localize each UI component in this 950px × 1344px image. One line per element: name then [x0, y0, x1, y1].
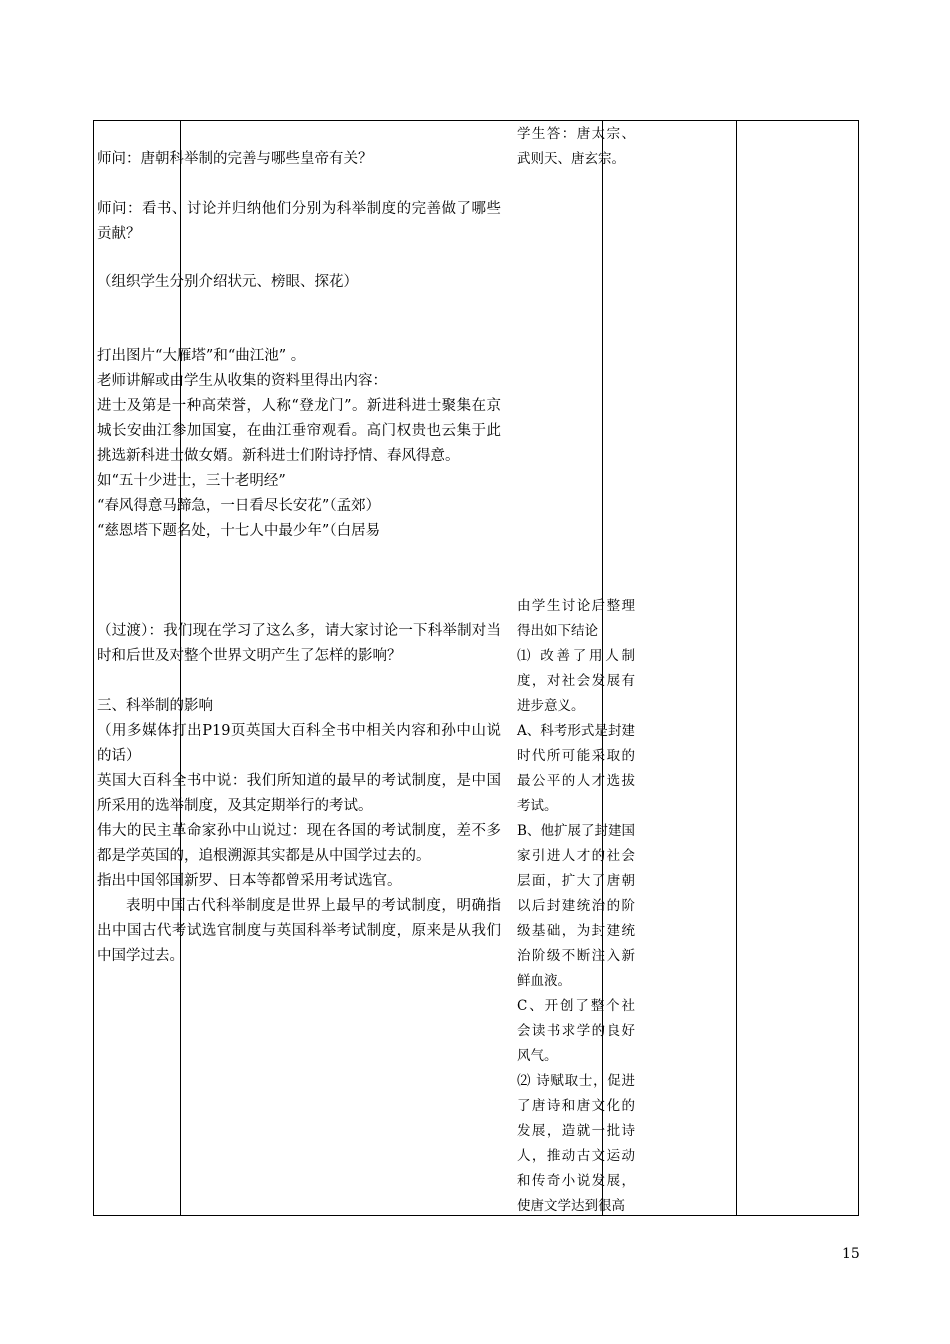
teaching-paragraph: （用多媒体打出P19页英国大百科全书中相关内容和孙中山说的话） [97, 723, 501, 764]
teaching-paragraph: 伟大的民主革命家孙中山说过：现在各国的考试制度，差不多都是学英国的，追根溯源其实都是从中国学过去的。 [97, 823, 501, 864]
student-block [517, 122, 635, 172]
teaching-paragraph: 打出图片“大雁塔”和“曲江池” 。 [97, 348, 306, 364]
teaching-paragraph: 英国大百科全书中说：我们所知道的最早的考试制度，是中国所采用的选举制度，及其定期举行的考试。 [97, 773, 501, 814]
teaching-paragraph: 表明中国古代科举制度是世界上最早的考试制度，明确指出中国古代考试选官制度与英国科举考试制度，原来是从我们中国学过去。 [97, 898, 501, 964]
teaching-paragraph: 如“五十少进士，三十老明经” [97, 473, 286, 489]
student-paragraph: 由学生讨论后整理得出如下结论 [517, 598, 635, 639]
teaching-paragraph: 三、科举制的影响 [97, 698, 213, 714]
teaching-block [97, 197, 501, 247]
teaching-paragraph: （过渡）：我们现在学习了这么多，请大家讨论一下科举制对当时和后世及对整个世界文明产生了怎样的影响？ [97, 623, 501, 664]
student-paragraph: C、开创了整个社会读书求学的良好风气。 [517, 998, 635, 1064]
student-paragraph: 学生答：唐太宗、武则天、唐玄宗。 [517, 126, 635, 167]
teaching-paragraph: 师问：唐朝科举制的完善与哪些皇帝有关？ [97, 151, 373, 167]
teaching-block [97, 344, 501, 544]
teaching-block [97, 270, 501, 295]
teaching-paragraph: “慈恩塔下题名处，十七人中最少年”（白居易 [97, 523, 381, 539]
teaching-paragraph: 老师讲解或由学生从收集的资料里得出内容： [97, 373, 387, 389]
student-paragraph: A、科考形式是封建时代所可能采取的最公平的人才选拔考试。 [517, 723, 635, 814]
teaching-paragraph: “春风得意马蹄急，一日看尽长安花”（孟郊） [97, 498, 381, 514]
student-paragraph: ⑵ 诗赋取士，促进了唐诗和唐文化的发展，造就一批诗人，推动古文运动和传奇小说发展，使唐文学达到很高 [517, 1073, 635, 1214]
teaching-paragraph: 指出中国邻国新罗、日本等都曾采用考试选官。 [97, 873, 402, 889]
student-paragraph: ⑴ 改善了用人制度，对社会发展有进步意义。 [517, 648, 635, 714]
teaching-paragraph: 进士及第是一种高荣誉，人称“登龙门”。新进科进士聚集在京城长安曲江参加国宴，在曲江垂帘观看。高门权贵也云集于此挑选新科进士做女婿。新科进士们附诗抒情、春风得意。 [97, 398, 501, 464]
teaching-block [97, 694, 501, 894]
column-divider-3 [736, 121, 737, 1215]
student-block [517, 594, 635, 1219]
teaching-block [97, 147, 501, 172]
teaching-block [97, 894, 501, 969]
teaching-paragraph: 师问：看书、讨论并归纳他们分别为科举制度的完善做了哪些贡献？ [97, 201, 501, 242]
student-paragraph: B、他扩展了封建国家引进人才的社会层面，扩大了唐朝以后封建统治的阶级基础，为封建统治阶级不断注入新鲜血液。 [517, 823, 635, 989]
teaching-block [97, 619, 501, 669]
page-number: 15 [842, 1246, 860, 1262]
teaching-paragraph: （组织学生分别介绍状元、榜眼、探花） [97, 274, 358, 290]
